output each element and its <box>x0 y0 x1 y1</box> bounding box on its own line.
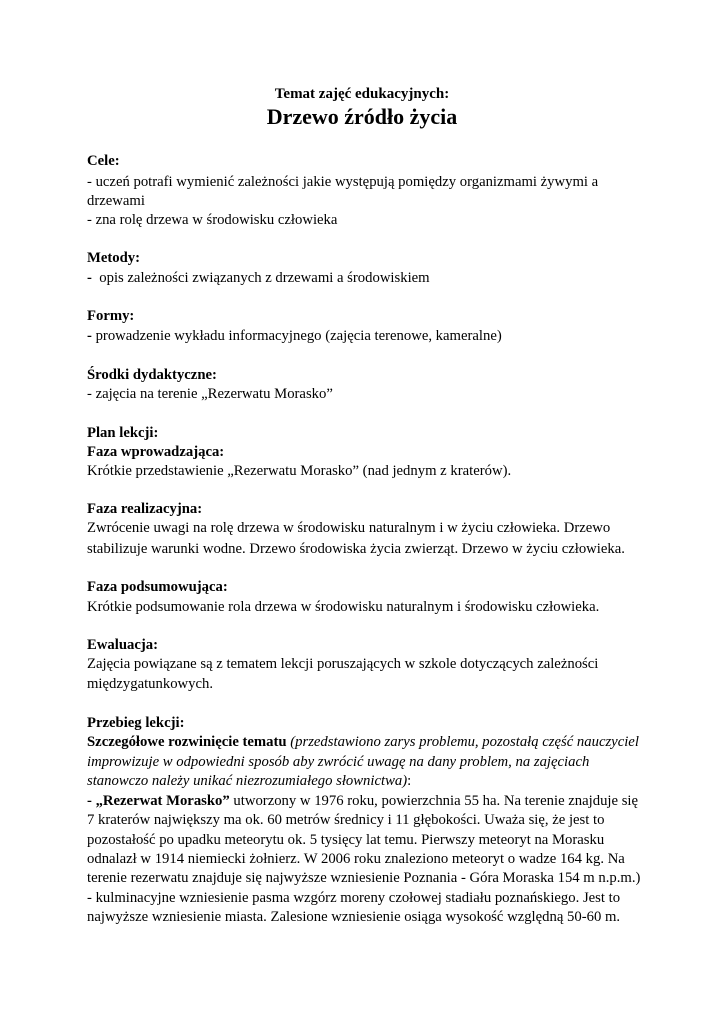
document-subtitle: Temat zajęć edukacyjnych: <box>274 86 450 102</box>
metody-text: opis zależności związanych z drzewami a środowiskiem <box>91 270 430 286</box>
przebieg-subheading-line-1 <box>87 732 639 752</box>
szczegolowe-note-1: (przedstawiono zarys problemu, pozostałą część nauczyciel <box>286 734 639 750</box>
faza-realizacyjna-line-2: stabilizuje warunki wodne. Drzewo środowiska życia zwierząt. Drzewo w życiu człowieka. <box>87 541 625 557</box>
kulminacja-line-1: - kulminacyjne wzniesienie pasma wzgórz moreny czołowej stadiału poznańskiego. Jest to <box>87 890 621 906</box>
przebieg-subheading-line-3 <box>87 771 411 791</box>
rezerwat-name: - „Rezerwat Morasko” <box>87 793 230 809</box>
formy-text: prowadzenie wykładu informacyjnego (zajęcia terenowe, kameralne) <box>91 328 502 344</box>
formy-line-1 <box>87 326 502 346</box>
ewaluacja-line-2: międzygatunkowych. <box>87 676 214 692</box>
ewaluacja-line-1: Zajęcia powiązane są z tematem lekcji poruszających w szkole dotyczących zależności <box>87 656 599 672</box>
document-title: Drzewo źródło życia <box>266 104 458 129</box>
szczegolowe-label: Szczegółowe rozwinięcie tematu <box>87 734 287 750</box>
cele-line-3: - zna rolę drzewa w środowisku człowieka <box>87 212 338 228</box>
srodki-line-1: - zajęcia na terenie „Rezerwatu Morasko” <box>87 386 333 402</box>
faza-podsumowujaca-heading: Faza podsumowująca: <box>87 579 228 595</box>
przebieg-heading: Przebieg lekcji: <box>87 715 185 731</box>
rezerwat-text: utworzony w 1976 roku, powierzchnia 55 ha. Na terenie znajduje się <box>229 793 639 809</box>
kulminacja-line-2: najwyższe wzniesienie miasta. Zalesione wzniesienie osiąga wysokość względną 50-60 m. <box>87 909 621 925</box>
cele-line-2: drzewami <box>87 193 145 209</box>
formy-heading: Formy: <box>87 308 135 324</box>
srodki-heading: Środki dydaktyczne: <box>87 367 217 383</box>
faza-podsumowujaca-line-1: Krótkie podsumowanie rola drzewa w środowisku naturalnym i środowisku człowieka. <box>87 599 600 615</box>
cele-line-1: - uczeń potrafi wymienić zależności jakie występują pomiędzy organizmami żywymi a <box>87 174 599 190</box>
metody-dash: - <box>87 270 92 286</box>
szczegolowe-note-3: stanowczo należy unikać niezrozumiałego słownictwa) <box>87 773 408 789</box>
plan-heading: Plan lekcji: <box>87 425 159 441</box>
cele-heading: Cele: <box>87 153 120 169</box>
faza-realizacyjna-line-1: Zwrócenie uwagi na rolę drzewa w środowisku naturalnym i w życiu człowieka. Drzewo <box>87 520 611 536</box>
faza-wprowadzajaca-line-1: Krótkie przedstawienie „Rezerwatu Morasko” (nad jednym z kraterów). <box>87 463 512 479</box>
rezerwat-line-3: pozostałość po upadku meteorytu ok. 5 tysięcy lat temu. Pierwszy meteoryt na Morasku <box>87 832 605 848</box>
rezerwat-line-2: 7 kraterów największy ma ok. 60 metrów średnicy i 11 głębokości. Uważa się, że jest to <box>87 812 605 828</box>
rezerwat-line-5: terenie rezerwatu znajduje się najwyższe wzniesienie Poznania - Góra Moraska 154 m n.p.m.) <box>87 870 641 886</box>
metody-heading: Metody: <box>87 250 141 266</box>
ewaluacja-heading: Ewaluacja: <box>87 637 158 653</box>
formy-dash: - <box>87 328 92 344</box>
rezerwat-line-4: odnalazł w 1914 niemiecki żołnierz. W 2006 roku znaleziono meteoryt o wadze 164 kg. Na <box>87 851 625 867</box>
szczegolowe-note-2: improwizuje w odpowiedni sposób aby zwrócić uwagę na dany problem, na zajęciach <box>87 754 590 770</box>
faza-realizacyjna-heading: Faza realizacyjna: <box>87 501 203 517</box>
rezerwat-line-1 <box>87 791 638 811</box>
szczegolowe-colon: : <box>407 773 412 789</box>
faza-wprowadzajaca-heading: Faza wprowadzająca: <box>87 444 225 460</box>
metody-line-1 <box>87 268 430 288</box>
